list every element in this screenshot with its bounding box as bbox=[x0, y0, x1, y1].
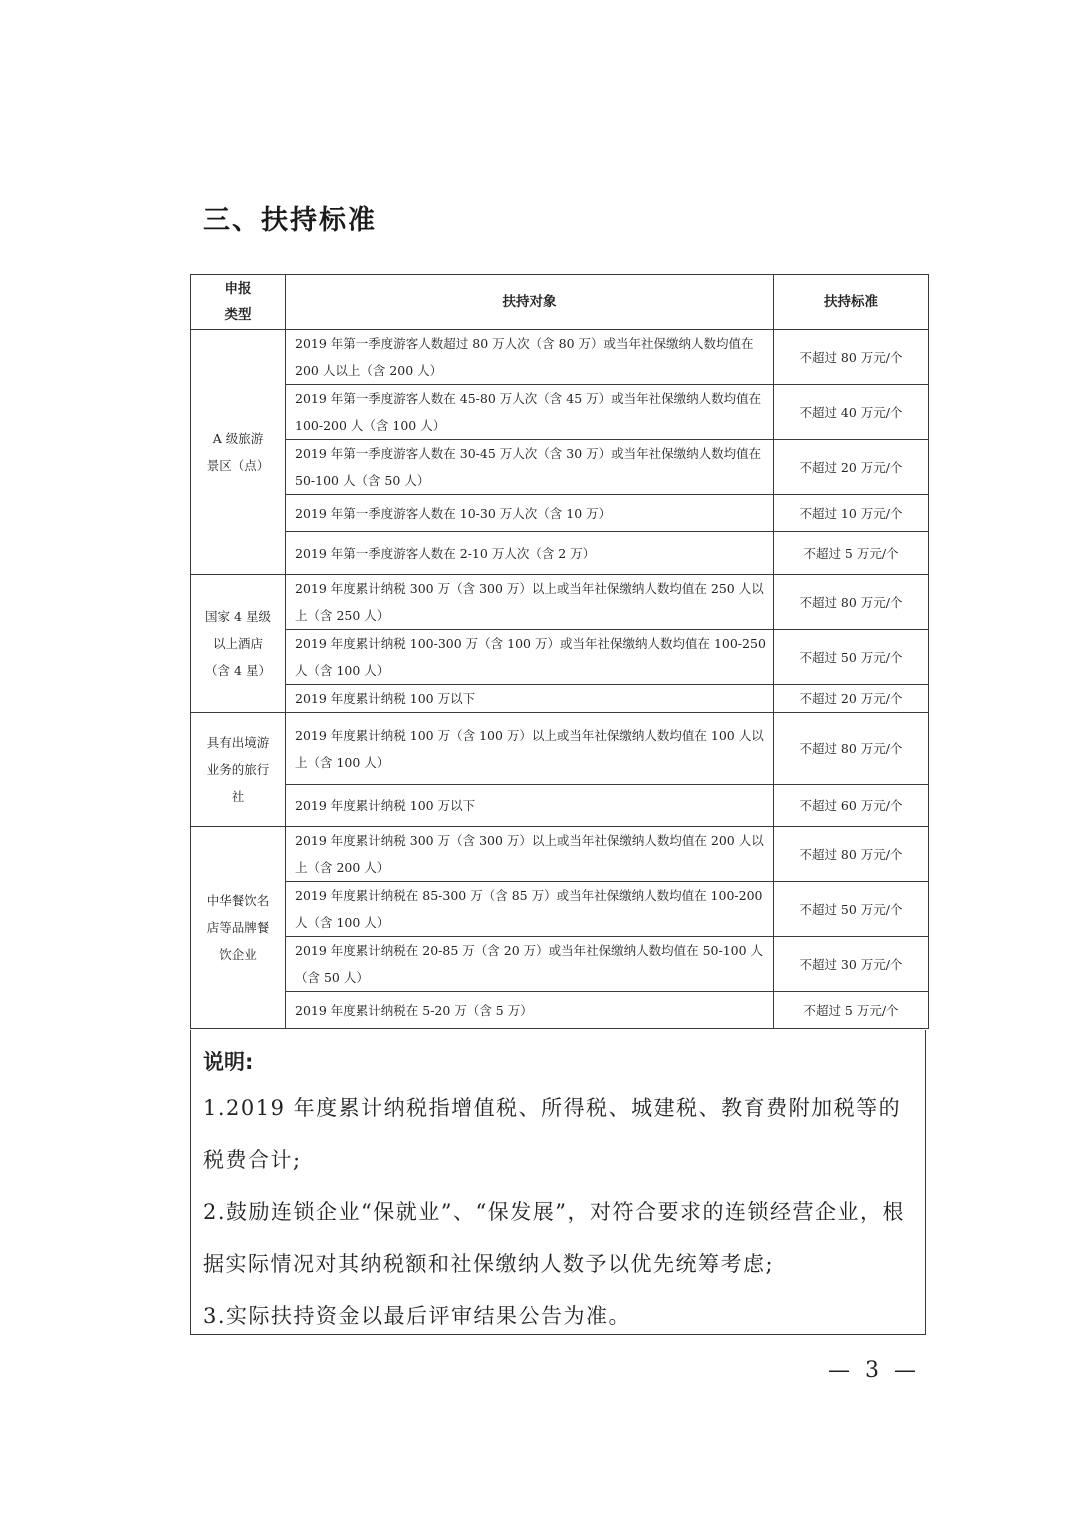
standard-cell: 不超过 50 万元/个 bbox=[774, 882, 929, 937]
standard-cell: 不超过 10 万元/个 bbox=[774, 495, 929, 532]
standard-cell: 不超过 50 万元/个 bbox=[774, 630, 929, 685]
object-cell: 2019 年第一季度游客人数超过 80 万人次（含 80 万）或当年社保缴纳人数均值在 200 人以上（含 200 人） bbox=[286, 330, 774, 385]
category-line: 饮企业 bbox=[219, 947, 257, 962]
object-cell: 2019 年度累计纳税 300 万（含 300 万）以上或当年社保缴纳人数均值在 250 人以上（含 250 人） bbox=[286, 575, 774, 630]
table-row bbox=[191, 992, 929, 1029]
standard-cell: 不超过 30 万元/个 bbox=[774, 937, 929, 992]
standard-cell: 不超过 80 万元/个 bbox=[774, 713, 929, 785]
object-cell: 2019 年第一季度游客人数在 10-30 万人次（含 10 万） bbox=[286, 495, 774, 532]
standard-cell: 不超过 20 万元/个 bbox=[774, 440, 929, 495]
category-line: A 级旅游 bbox=[212, 431, 264, 446]
object-cell: 2019 年度累计纳税在 5-20 万（含 5 万） bbox=[286, 992, 774, 1029]
page-number: — 3 — bbox=[828, 1358, 920, 1383]
category-cell bbox=[191, 330, 286, 575]
standard-cell: 不超过 80 万元/个 bbox=[774, 827, 929, 882]
table-body bbox=[191, 275, 929, 1029]
object-cell: 2019 年度累计纳税在 20-85 万（含 20 万）或当年社保缴纳人数均值在 50-100 人（含 50 人） bbox=[286, 937, 774, 992]
object-cell: 2019 年第一季度游客人数在 2-10 万人次（含 2 万） bbox=[286, 532, 774, 575]
object-cell: 2019 年第一季度游客人数在 30-45 万人次（含 30 万）或当年社保缴纳人数均值在 50-100 人（含 50 人） bbox=[286, 440, 774, 495]
table-row bbox=[191, 785, 929, 827]
category-line: 景区（点） bbox=[206, 458, 270, 473]
category-cell bbox=[191, 713, 286, 827]
standard-cell: 不超过 5 万元/个 bbox=[774, 532, 929, 575]
standard-cell: 不超过 5 万元/个 bbox=[774, 992, 929, 1029]
table-row bbox=[191, 440, 929, 495]
standard-cell: 不超过 40 万元/个 bbox=[774, 385, 929, 440]
standard-cell: 不超过 80 万元/个 bbox=[774, 575, 929, 630]
table-row bbox=[191, 713, 929, 785]
support-standards-table bbox=[190, 274, 929, 1029]
category-line: 具有出境游 bbox=[206, 735, 270, 750]
header-type bbox=[191, 275, 286, 330]
table-row bbox=[191, 385, 929, 440]
object-cell: 2019 年度累计纳税 300 万（含 300 万）以上或当年社保缴纳人数均值在 200 人以上（含 200 人） bbox=[286, 827, 774, 882]
object-cell: 2019 年度累计纳税在 85-300 万（含 85 万）或当年社保缴纳人数均值在 100-200 人（含 100 人） bbox=[286, 882, 774, 937]
notes-box bbox=[190, 1030, 926, 1335]
standard-cell: 不超过 80 万元/个 bbox=[774, 330, 929, 385]
table-row bbox=[191, 685, 929, 713]
object-cell: 2019 年度累计纳税 100-300 万（含 100 万）或当年社保缴纳人数均值在 100-250 人（含 100 人） bbox=[286, 630, 774, 685]
category-line: 国家 4 星级 bbox=[205, 609, 271, 624]
category-line: （含 4 星） bbox=[205, 663, 271, 678]
note-item: 3.实际扶持资金以最后评审结果公告为准。 bbox=[203, 1304, 632, 1328]
object-cell: 2019 年第一季度游客人数在 45-80 万人次（含 45 万）或当年社保缴纳人数均值在 100-200 人（含 100 人） bbox=[286, 385, 774, 440]
notes-title: 说明: bbox=[203, 1050, 254, 1074]
category-line: 社 bbox=[231, 789, 245, 804]
note-item: 1.2019 年度累计纳税指增值税、所得税、城建税、教育费附加税等的税费合计; bbox=[203, 1096, 902, 1172]
table-row bbox=[191, 575, 929, 630]
table-row bbox=[191, 882, 929, 937]
table-header-row bbox=[191, 275, 929, 330]
header-standard: 扶持标准 bbox=[774, 275, 929, 330]
object-cell: 2019 年度累计纳税 100 万以下 bbox=[286, 785, 774, 827]
header-type-line: 申报 bbox=[224, 281, 252, 297]
section-heading: 三、扶持标准 bbox=[203, 205, 377, 236]
category-cell bbox=[191, 575, 286, 713]
object-cell: 2019 年度累计纳税 100 万以下 bbox=[286, 685, 774, 713]
object-cell: 2019 年度累计纳税 100 万（含 100 万）以上或当年社保缴纳人数均值在 100 人以上（含 100 人） bbox=[286, 713, 774, 785]
table-row bbox=[191, 937, 929, 992]
note-item: 2.鼓励连锁企业“保就业”、“保发展”，对符合要求的连锁经营企业，根据实际情况对其纳税额和社保缴纳人数予以优先统筹考虑; bbox=[203, 1200, 905, 1276]
header-type-line: 类型 bbox=[224, 307, 252, 323]
table-row bbox=[191, 532, 929, 575]
table-row bbox=[191, 630, 929, 685]
table-row bbox=[191, 330, 929, 385]
category-line: 以上酒店 bbox=[212, 636, 263, 651]
category-cell bbox=[191, 827, 286, 1029]
table-row bbox=[191, 495, 929, 532]
standard-cell: 不超过 60 万元/个 bbox=[774, 785, 929, 827]
header-object: 扶持对象 bbox=[286, 275, 774, 330]
table-row bbox=[191, 827, 929, 882]
category-line: 店等品牌餐 bbox=[206, 920, 270, 935]
category-line: 业务的旅行 bbox=[206, 762, 270, 777]
standard-cell: 不超过 20 万元/个 bbox=[774, 685, 929, 713]
category-line: 中华餐饮名 bbox=[206, 893, 270, 908]
